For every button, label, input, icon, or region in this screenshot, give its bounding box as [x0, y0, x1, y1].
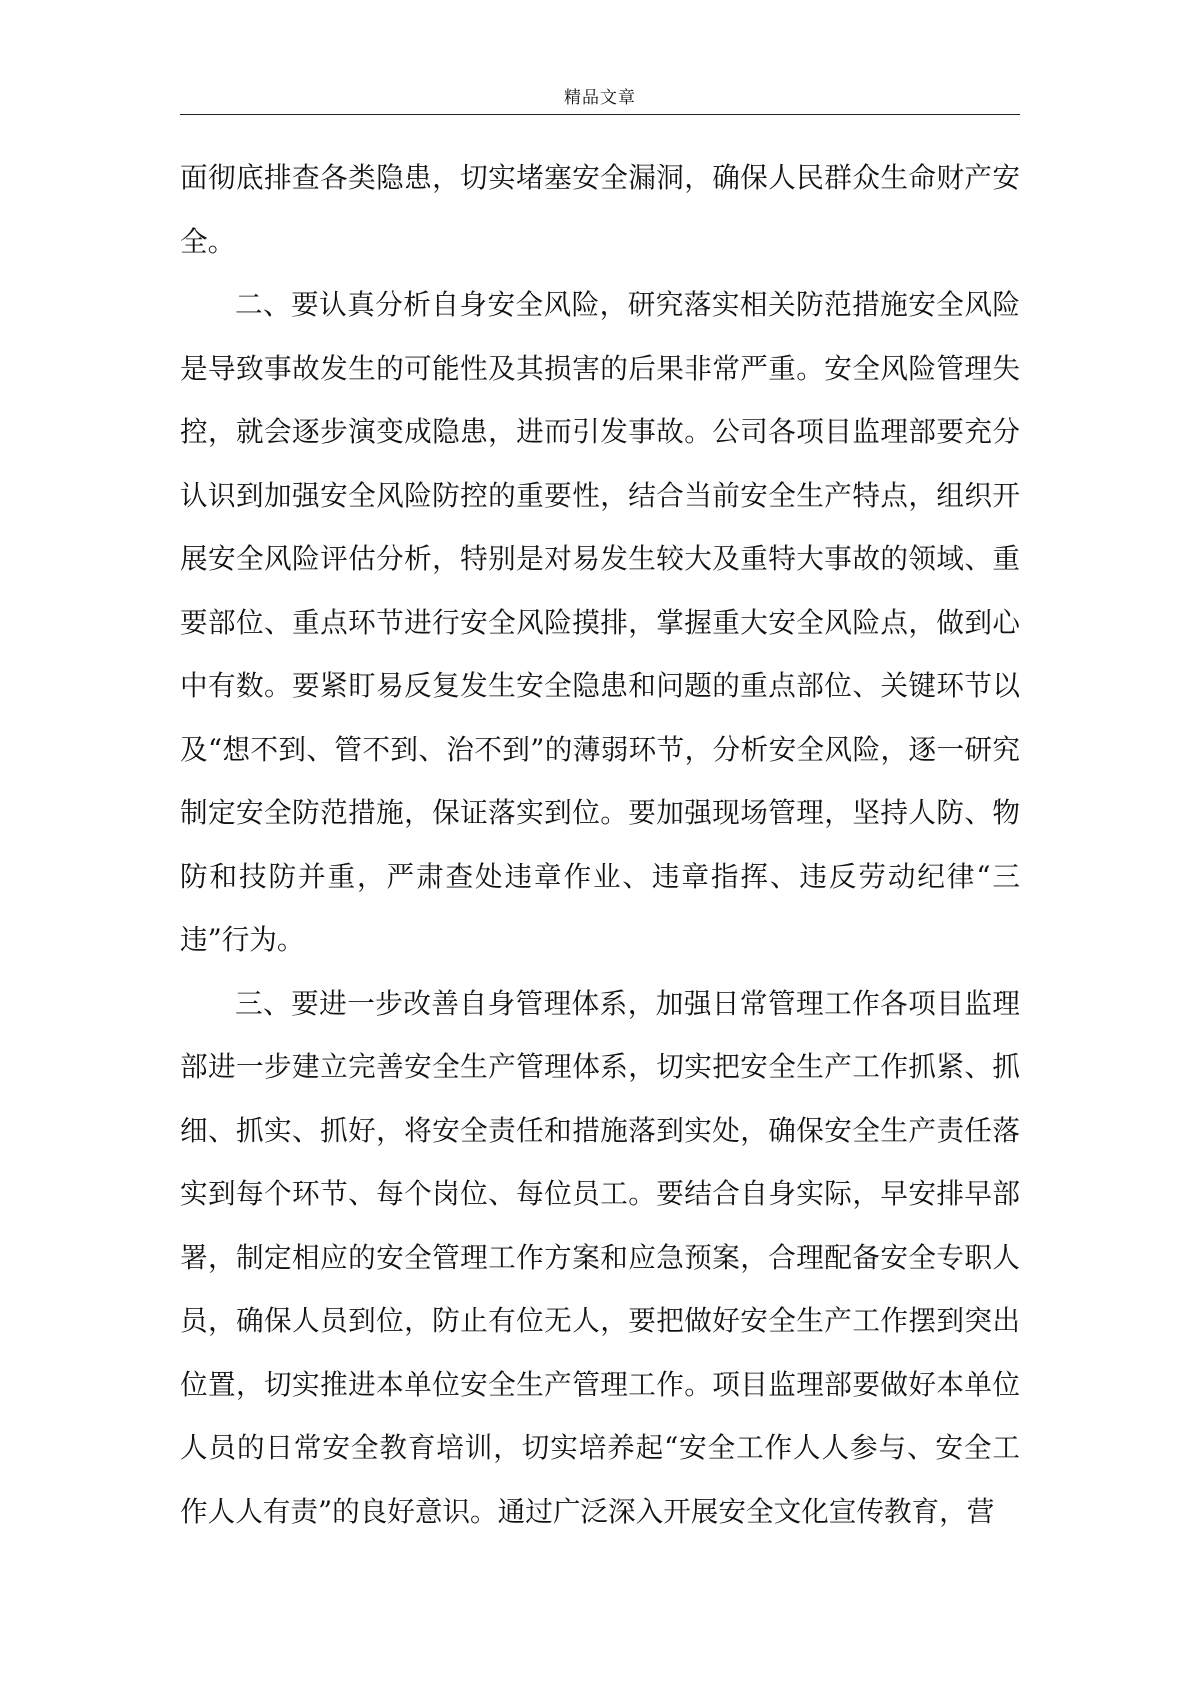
page-header-title: 精品文章	[564, 88, 636, 108]
paragraph-section-three: 三、要进一步改善自身管理体系，加强日常管理工作各项目监理部进一步建立完善安全生产管理体系，切实把安全生产工作抓紧、抓细、抓实、抓好，将安全责任和措施落到实处，确保安全生产责任落实到每个环节、每个岗位、每位员工。要结合自身实际，早安排早部署，制定相应的安全管理工作方案和应急预案，合理配备安全专职人员，确保人员到位，防止有位无人，要把做好安全生产工作摆到突出位置，切实推进本单位安全生产管理工作。项目监理部要做好本单位人员的日常安全教育培训，切实培养起“安全工作人人参与、安全工作人人有责”的良好意识。通过广泛深入开展安全文化宣传教育，营	[180, 986, 1020, 1528]
document-body	[180, 146, 1020, 1543]
page-header	[180, 88, 1020, 115]
paragraph-continuation: 面彻底排查各类隐患，切实堵塞安全漏洞，确保人民群众生命财产安全。	[180, 161, 1020, 258]
paragraph-section-two: 二、要认真分析自身安全风险，研究落实相关防范措施安全风险是导致事故发生的可能性及其损害的后果非常严重。安全风险管理失控，就会逐步演变成隐患，进而引发事故。公司各项目监理部要充分认识到加强安全风险防控的重要性，结合当前安全生产特点，组织开展安全风险评估分析，特别是对易发生较大及重特大事故的领域、重要部位、重点环节进行安全风险摸排，掌握重大安全风险点，做到心中有数。要紧盯易反复发生安全隐患和问题的重点部位、关键环节以及“想不到、管不到、治不到”的薄弱环节，分析安全风险，逐一研究制定安全防范措施，保证落实到位。要加强现场管理，坚持人防、物防和技防并重，严肃查处违章作业、违章指挥、违反劳动纪律“三违”行为。	[180, 288, 1020, 956]
